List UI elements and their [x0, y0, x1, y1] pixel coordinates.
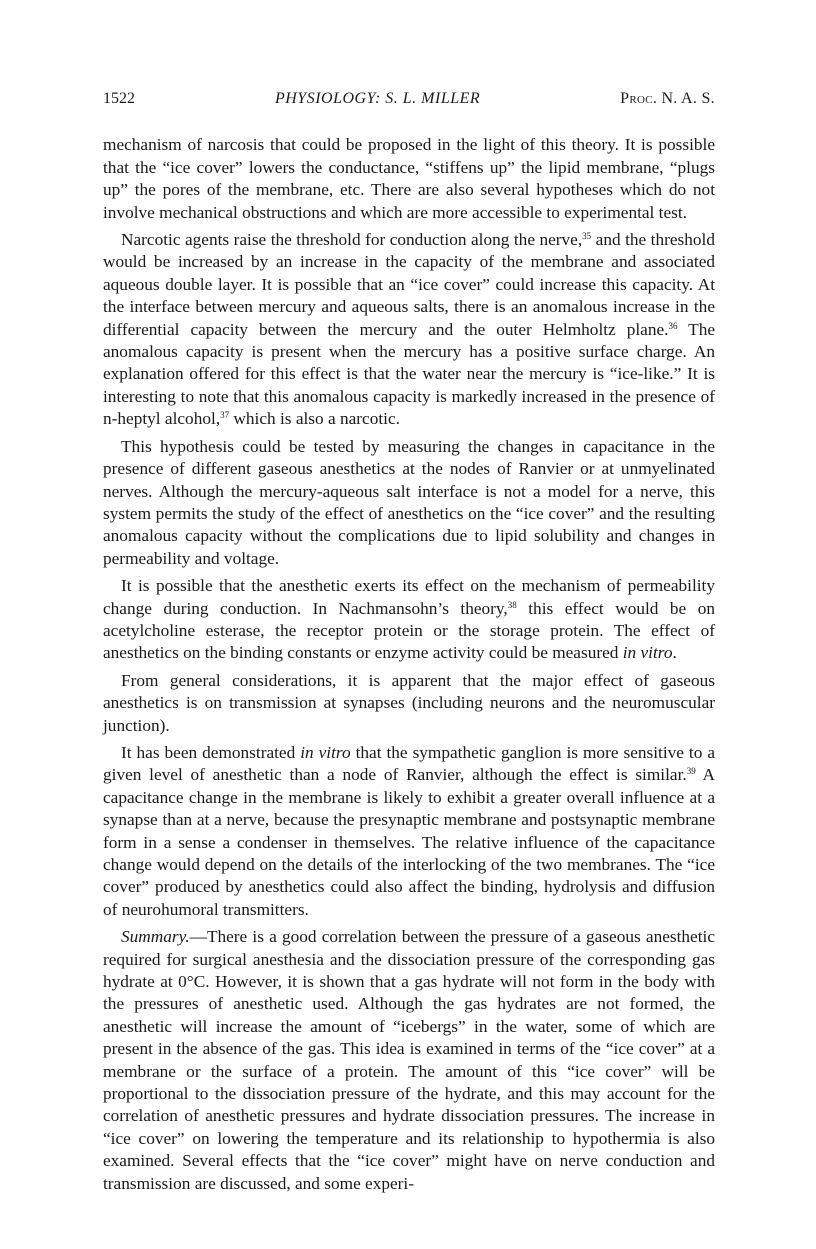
footnote-ref: 37 — [220, 410, 230, 421]
italic-text: in vitro — [622, 643, 673, 663]
paragraph-p4 — [103, 575, 715, 665]
text-run: This hypothesis could be tested by measuring the changes in capacitance in the presence of different gaseous anesthetics at the nodes of Ranvier or at unmyelinated nerves. Although the mercury-aqueous salt interface is not a model for a nerve, this system permits the study of the effect of anesthetics on the “ice cover” and the resulting anomalous capacity without the complications due to lipid solubility and changes in permeability and voltage. — [103, 436, 715, 568]
page-number: 1522 — [103, 90, 135, 107]
journal-page — [103, 88, 715, 1200]
paragraph-p1 — [103, 134, 715, 224]
text-run: . — [672, 643, 677, 663]
text-run: this effect would be on acetylcholine esterase, the receptor protein or the storage protein. The effect of anesthetics on the binding constants or enzyme activity could be measured — [103, 598, 716, 663]
text-run: that the sympathetic ganglion is more sensitive to a given level of anesthetic than a node of Ranvier, although the effect is similar. — [103, 742, 716, 785]
text-run: It has been demonstrated — [121, 742, 301, 762]
text-run: and the threshold would be increased by an increase in the capacity of the membrane and associated aqueous double layer. It is possible that an “ice cover” could increase this capacity. At the interface between mercury and aqueous salts, there is an anomalous increase in the differential capacity between the mercury and the outer Helmholtz plane. — [103, 230, 715, 339]
text-run: A capacitance change in the membrane is likely to exhibit a greater overall influence at a synapse than at a nerve, because the presynaptic membrane and postsynaptic membrane form in a sense a condenser in themselves. The relative influence of the capacitance change would depend on the details of the interlocking of the two membranes. The “ice cover” produced by anesthetics could also affect the binding, hydrolysis and diffusion of neurohumoral transmitters. — [103, 765, 715, 919]
text-run: From general considerations, it is apparent that the major effect of gaseous anesthetics is on transmission at synapses (including neurons and the neuromuscular junction). — [103, 670, 715, 735]
text-run: mechanism of narcosis that could be proposed in the light of this theory. It is possible that the “ice cover” lowers the conductance, “stiffens up” the lipid membrane, “plugs up” the pores of the membrane, etc. There are also several hypotheses which do not involve mechanical obstructions and which are more accessible to experimental test. — [103, 135, 715, 222]
page-header — [103, 88, 715, 110]
paragraph-p5 — [103, 670, 715, 737]
text-run: It is possible that the anesthetic exerts its effect on the mechanism of permeability change during conduction. In Nachmansohn’s theory, — [103, 576, 715, 618]
footnote-ref: 35 — [582, 231, 592, 242]
article-body — [103, 134, 715, 1195]
journal-name: Proc. N. A. S. — [620, 90, 715, 107]
footnote-ref: 38 — [507, 599, 517, 610]
paragraph-p3 — [103, 436, 715, 570]
text-run: which is also a narcotic. — [229, 409, 400, 429]
paragraph-p2 — [103, 229, 715, 431]
footnote-ref: 36 — [668, 320, 678, 331]
paragraph-p6 — [103, 742, 715, 921]
text-run: Narcotic agents raise the threshold for conduction along the nerve, — [121, 230, 583, 250]
italic-text: Summary. — [121, 927, 190, 947]
text-run: The anomalous capacity is present when the mercury has a positive surface charge. An explanation offered for this effect is that the water near the mercury is “ice-like.” It is interesting to note that this anomalous capacity is markedly increased in the presence of n-heptyl alcohol, — [103, 319, 715, 429]
paragraph-p7 — [103, 926, 715, 1195]
italic-text: in vitro — [300, 742, 351, 762]
running-head: PHYSIOLOGY: S. L. MILLER — [274, 90, 481, 107]
text-run: —There is a good correlation between the pressure of a gaseous anesthetic required for surgical anesthesia and the dissociation pressure of the corresponding gas hydrate at 0°C. However, it is shown that a gas hydrate will not form in the body with the pressures of anesthetic used. Although the gas hydrates are not formed, the anesthetic will increase the amount of “icebergs” in the water, some of which are present in the absence of the gas. This idea is examined in terms of the “ice cover” at a membrane or the surface of a protein. The amount of this “ice cover” will be proportional to the dissociation pressure of the hydrate, and this may account for the correlation of anesthetic pressures and hydrate dissociation pressures. The increase in “ice cover” on lowering the temperature and its relationship to hypothermia is also examined. Several effects that the “ice cover” might have on nerve conduction and transmission are discussed, and some experi- — [103, 927, 715, 1193]
footnote-ref: 39 — [686, 766, 696, 777]
